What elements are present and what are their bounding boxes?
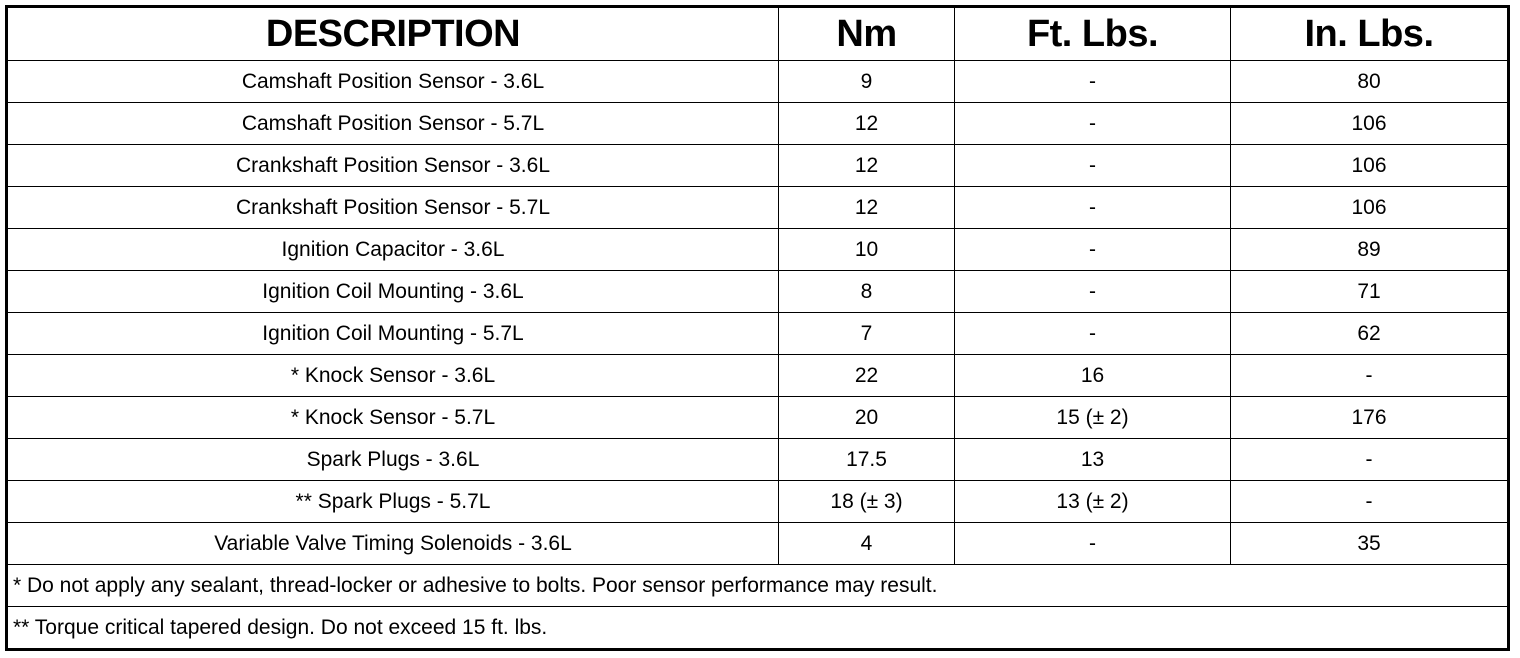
cell-nm: 12 [779,187,955,229]
cell-description: Camshaft Position Sensor - 3.6L [7,61,779,103]
header-nm: Nm [779,7,955,61]
cell-nm: 4 [779,523,955,565]
header-description: DESCRIPTION [7,7,779,61]
cell-nm: 10 [779,229,955,271]
cell-in-lbs: 106 [1231,103,1509,145]
cell-description: Crankshaft Position Sensor - 5.7L [7,187,779,229]
cell-nm: 18 (± 3) [779,481,955,523]
cell-description: Crankshaft Position Sensor - 3.6L [7,145,779,187]
cell-nm: 12 [779,145,955,187]
cell-ft-lbs: - [955,187,1231,229]
table-row [7,439,1509,481]
note-row [7,565,1509,607]
cell-description: Camshaft Position Sensor - 5.7L [7,103,779,145]
cell-description: Variable Valve Timing Solenoids - 3.6L [7,523,779,565]
cell-ft-lbs: 13 [955,439,1231,481]
table-row [7,355,1509,397]
cell-ft-lbs: - [955,271,1231,313]
cell-ft-lbs: 13 (± 2) [955,481,1231,523]
footnote-torque-critical: ** Torque critical tapered design. Do not exceed 15 ft. lbs. [7,607,1509,650]
table-row [7,61,1509,103]
cell-description: Ignition Coil Mounting - 5.7L [7,313,779,355]
header-row [7,7,1509,61]
table-row [7,397,1509,439]
note-row [7,607,1509,650]
cell-in-lbs: 35 [1231,523,1509,565]
cell-in-lbs: 106 [1231,145,1509,187]
table-row [7,145,1509,187]
cell-in-lbs: 89 [1231,229,1509,271]
cell-nm: 20 [779,397,955,439]
cell-description: Ignition Coil Mounting - 3.6L [7,271,779,313]
cell-in-lbs: 106 [1231,187,1509,229]
cell-in-lbs: 80 [1231,61,1509,103]
table-row [7,187,1509,229]
cell-ft-lbs: 15 (± 2) [955,397,1231,439]
cell-in-lbs: - [1231,439,1509,481]
cell-ft-lbs: - [955,145,1231,187]
cell-description: Spark Plugs - 3.6L [7,439,779,481]
table-row [7,523,1509,565]
torque-spec-table [5,5,1510,651]
cell-in-lbs: 176 [1231,397,1509,439]
cell-in-lbs: 62 [1231,313,1509,355]
cell-ft-lbs: - [955,523,1231,565]
cell-ft-lbs: - [955,61,1231,103]
cell-ft-lbs: 16 [955,355,1231,397]
cell-ft-lbs: - [955,313,1231,355]
table-row [7,481,1509,523]
cell-nm: 9 [779,61,955,103]
cell-nm: 17.5 [779,439,955,481]
cell-nm: 8 [779,271,955,313]
table-row [7,103,1509,145]
cell-ft-lbs: - [955,103,1231,145]
cell-nm: 22 [779,355,955,397]
cell-nm: 7 [779,313,955,355]
cell-description: * Knock Sensor - 5.7L [7,397,779,439]
cell-in-lbs: - [1231,481,1509,523]
cell-in-lbs: 71 [1231,271,1509,313]
cell-nm: 12 [779,103,955,145]
header-ft-lbs: Ft. Lbs. [955,7,1231,61]
table-row [7,229,1509,271]
cell-description: * Knock Sensor - 3.6L [7,355,779,397]
header-in-lbs: In. Lbs. [1231,7,1509,61]
cell-description: Ignition Capacitor - 3.6L [7,229,779,271]
cell-ft-lbs: - [955,229,1231,271]
table-row [7,271,1509,313]
table-row [7,313,1509,355]
footnote-sealant: * Do not apply any sealant, thread-locker or adhesive to bolts. Poor sensor performance may result. [7,565,1509,607]
cell-description: ** Spark Plugs - 5.7L [7,481,779,523]
cell-in-lbs: - [1231,355,1509,397]
